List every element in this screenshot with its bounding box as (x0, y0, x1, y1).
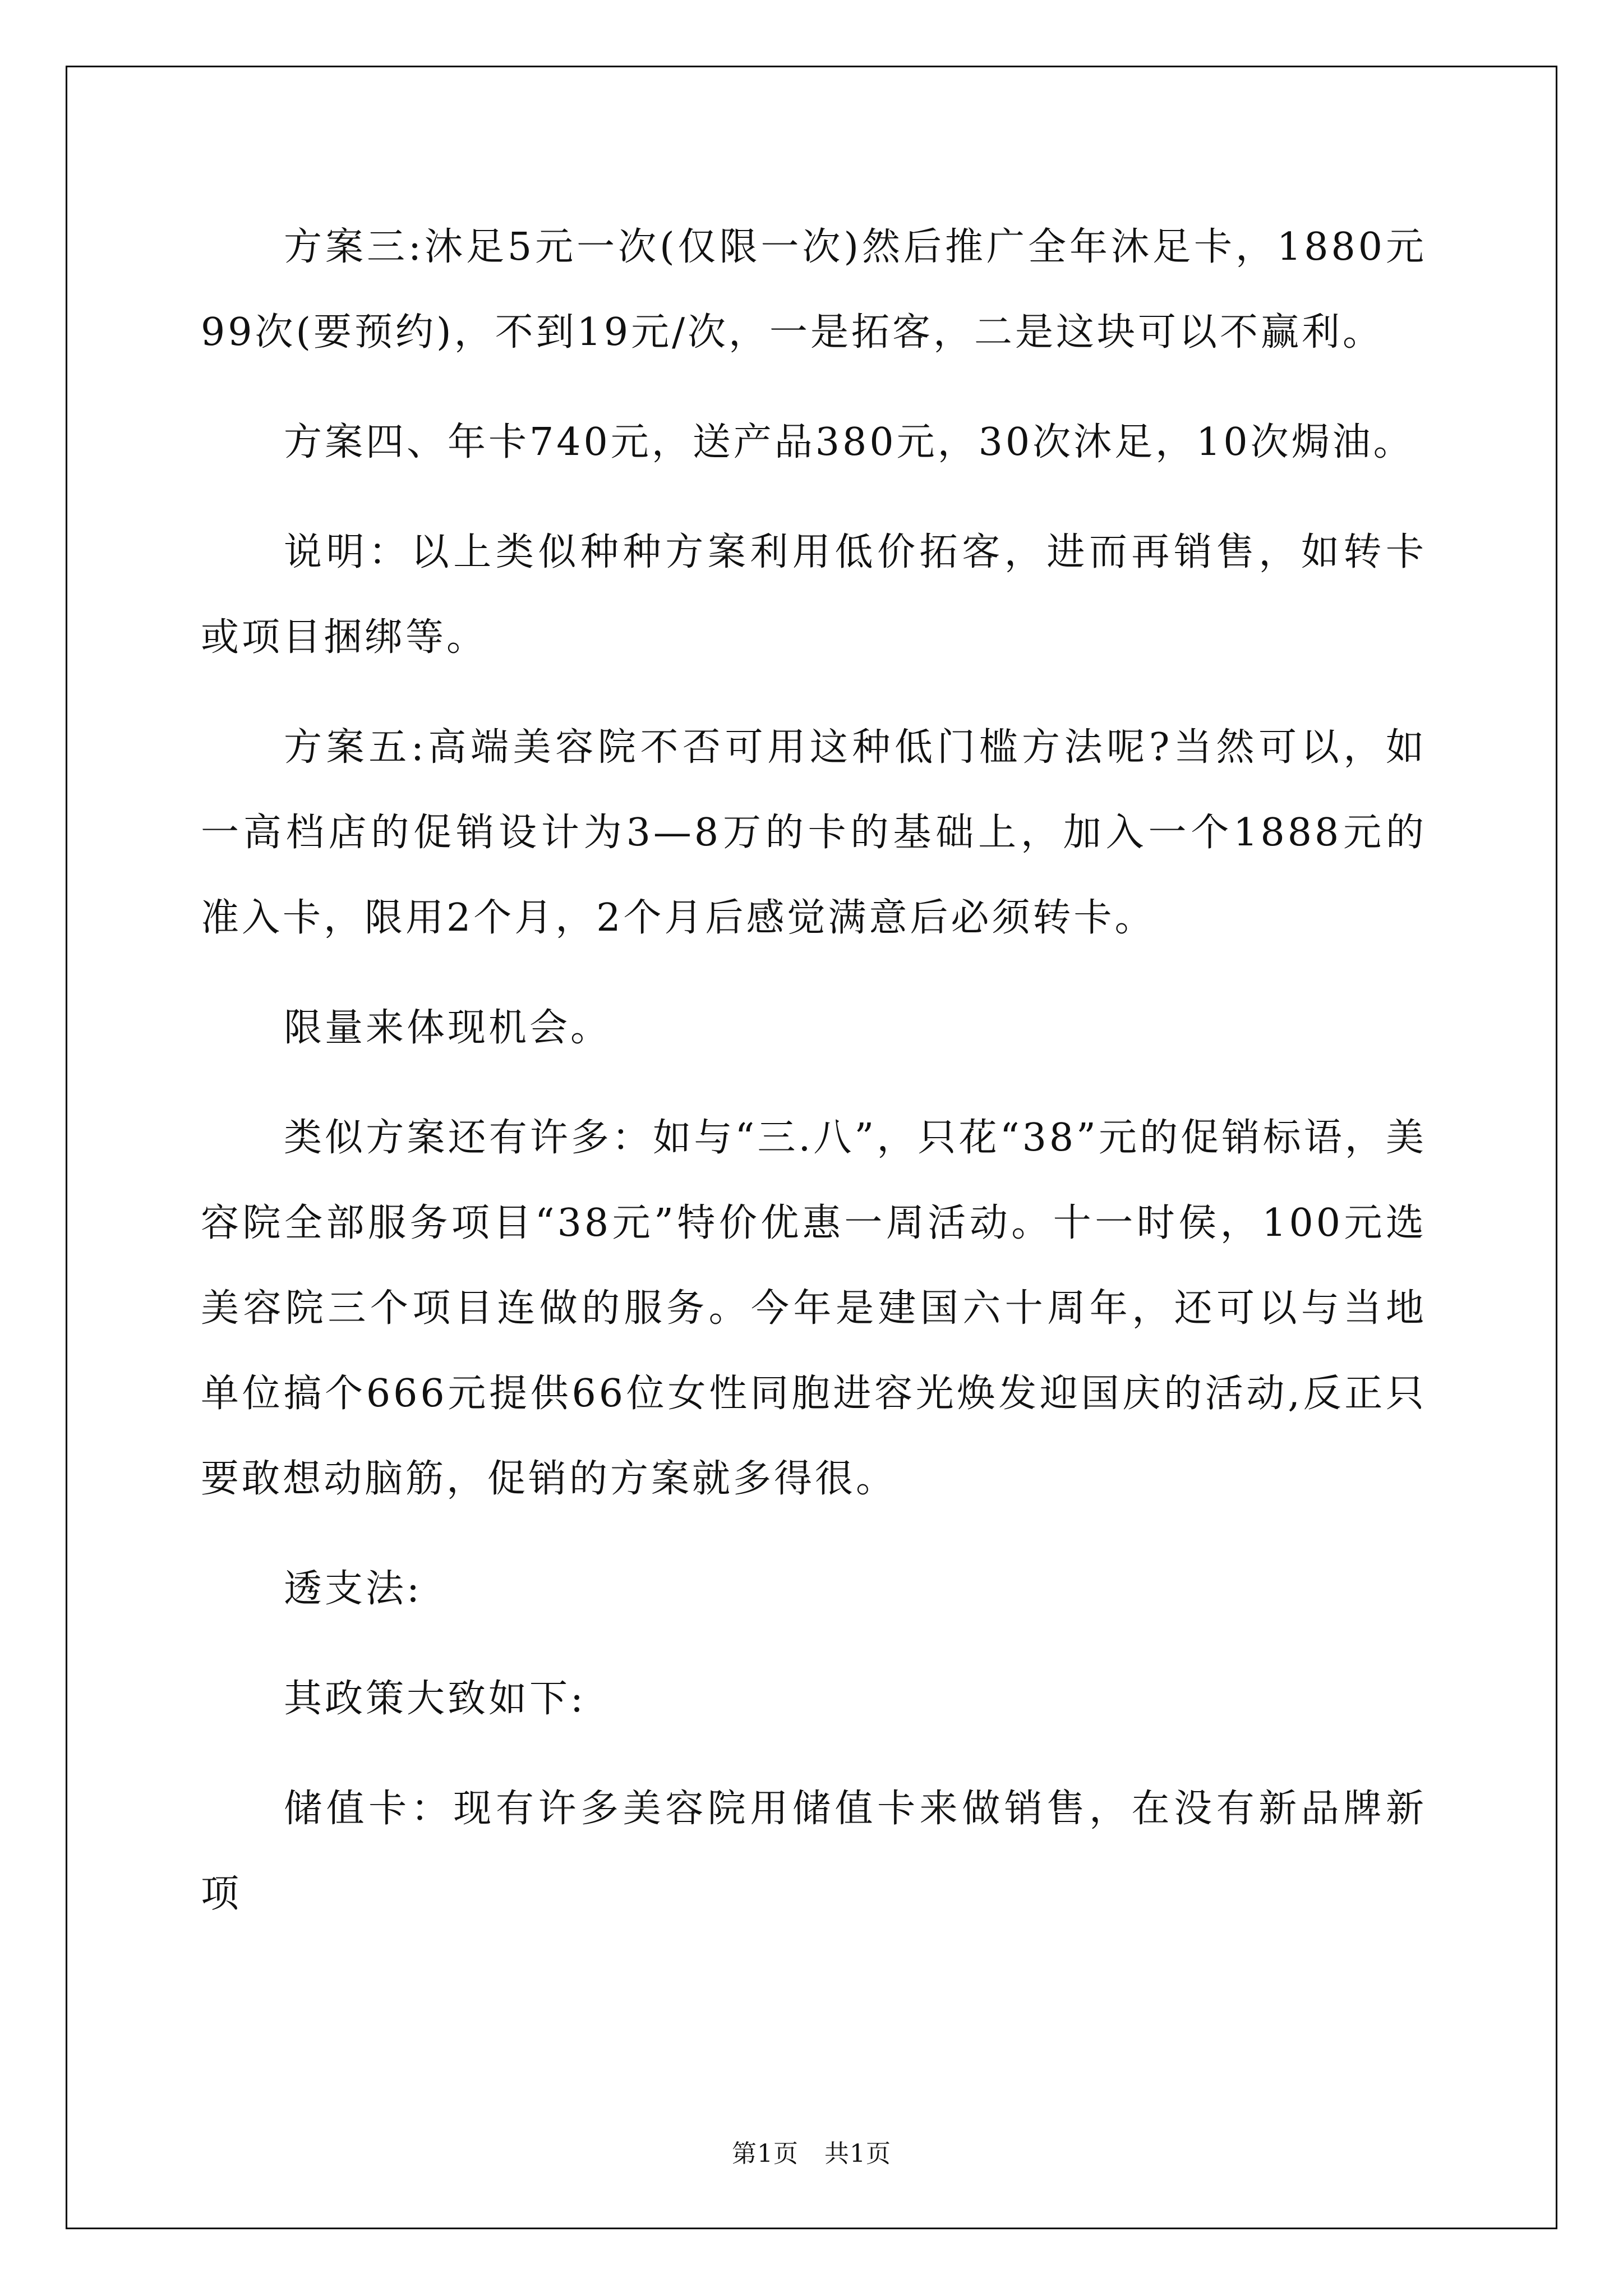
paragraph-limited-quantity: 限量来体现机会。 (284, 1006, 612, 1050)
page-number-total: 共1页 (824, 2139, 891, 2168)
document-body (201, 205, 1427, 1962)
paragraph-plan-four: 方案四、年卡740元，送产品380元，30次沐足，10次焗油。 (284, 420, 1414, 464)
paragraph-policy-intro: 其政策大致如下: (284, 1677, 586, 1721)
paragraph-similar-plans: 类似方案还有许多：如与“三.八”，只花“38”元的促销标语，美容院全部服务项目“38元”特价优惠一周活动。十一时侯，100元选美容院三个项目连做的服务。今年是建国六十周年，还可以与当地单位搞个666元提供66位女性同胞进容光焕发迎国庆的活动,反正只要敢想动脑筋，促销的方案就多得很。 (201, 1116, 1427, 1501)
page-footer (0, 2137, 1623, 2171)
page-number-current: 第1页 (732, 2139, 799, 2168)
paragraph-plan-three: 方案三:沐足5元一次(仅限一次)然后推广全年沐足卡，1880元99次(要预约)，不到19元/次，一是拓客，二是这块可以不赢利。 (201, 225, 1427, 355)
paragraph-plan-five: 方案五:高端美容院不否可用这种低门槛方法呢?当然可以，如一高档店的促销设计为3—8万的卡的基础上，加入一个1888元的准入卡，限用2个月，2个月后感觉满意后必须转卡。 (201, 725, 1427, 940)
paragraph-overdraft-method: 透支法: (284, 1567, 422, 1611)
paragraph-stored-value-card: 储值卡：现有许多美容院用储值卡来做销售，在没有新品牌新项 (201, 1787, 1427, 1916)
paragraph-explanation: 说明：以上类似种种方案利用低价拓客，进而再销售，如转卡或项目捆绑等。 (201, 530, 1427, 660)
